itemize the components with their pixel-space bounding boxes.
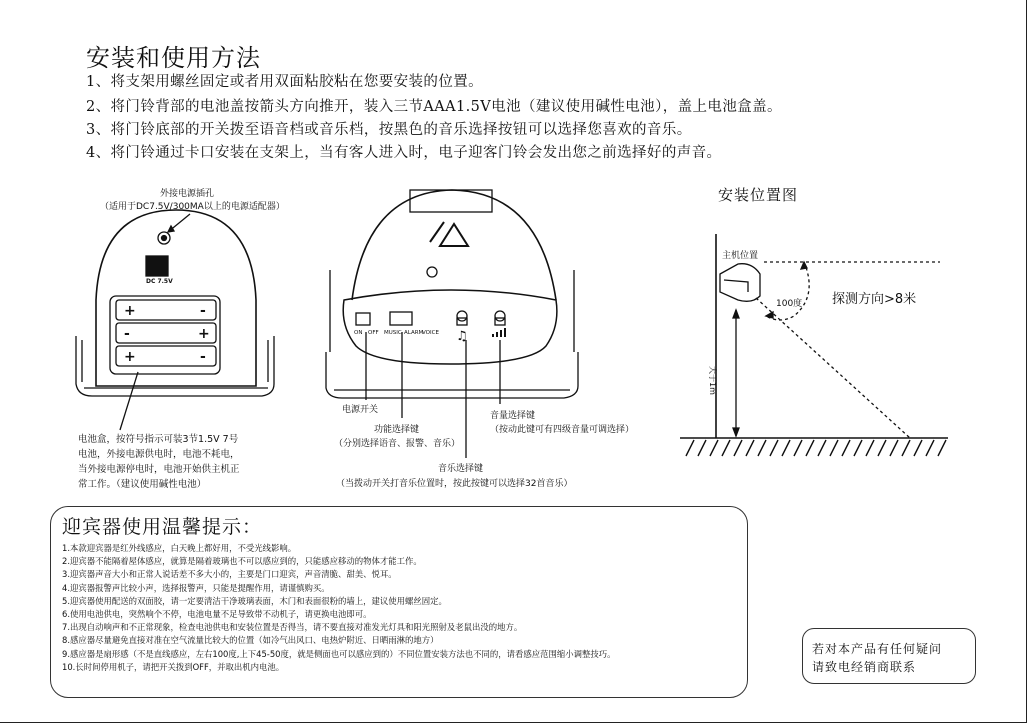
- svg-text:-: -: [200, 303, 206, 319]
- tip-item: 2.迎宾器不能隔着屋体感应，就算是隔着玻璃也不可以感应到的，只能感应移动的物体才能工作。: [62, 556, 422, 567]
- panel-label-on: ON: [354, 330, 363, 336]
- battery-note: [78, 432, 278, 492]
- tip-item: 8.感应器尽量避免直接对准在空气流量比较大的位置（如冷气出风口、电热炉附近、日晒雨淋的地方）: [62, 635, 439, 646]
- detection-direction-label: 探测方向>8米: [832, 292, 917, 307]
- panel-label-music: MUSIC: [384, 330, 402, 336]
- step-3: 3、将门铃底部的开关拨至语音档或音乐档，按黑色的音乐选择按钮可以选择您喜欢的音乐。: [86, 122, 692, 138]
- step-2: 2、将门铃背部的电池盖按箭头方向推开，装入三节AAA1.5V电池（建议使用碱性电池），盖上电池盒盖。: [86, 99, 782, 115]
- music-key-label: 音乐选择键: [438, 464, 484, 474]
- install-position-diagram: [680, 234, 948, 456]
- battery-note-line: 电池，外接电源供电时，电池不耗电，: [78, 449, 240, 460]
- power-switch-label: 电源开关: [342, 405, 379, 415]
- music-note-icon: ♫: [456, 329, 468, 344]
- tip-item: 4.迎宾器报警声比较小声，选择报警声，只能是提醒作用，请谨慎购买。: [62, 582, 330, 593]
- battery-note-line: 电池盒，按符号指示可装3节1.5V 7号: [78, 434, 239, 445]
- page-title: 安装和使用方法: [86, 44, 261, 72]
- panel-label-alarm: ALARM: [404, 330, 424, 336]
- contact-line-2: 请致电经销商联系: [812, 660, 917, 674]
- svg-text:-: -: [200, 349, 206, 365]
- panel-label-voice: VOICE: [422, 330, 439, 336]
- power-jack-note: （适用于DC7.5V/300MA以上的电源适配器）: [100, 202, 285, 212]
- height-label: 大于1m: [708, 366, 717, 395]
- bottom-view-illustration: [326, 190, 578, 458]
- volume-bars-icon: [492, 328, 506, 337]
- tip-item: 1.本款迎宾器是红外线感应，白天晚上都好用，不受光线影响。: [62, 543, 297, 553]
- tip-item: 9.感应器是扇形感（不是直线感应，左右100度,上下45-50度，就是侧面也可以感应到的）不同位置安装方法也不同的，请看感应范围缩小调整技巧。: [62, 648, 616, 659]
- function-key-label: 功能选择键: [374, 425, 420, 435]
- tip-item: 6.使用电池供电，突然响个不停，电池电量不足导致带不动机子，请更换电池即可。: [62, 609, 372, 620]
- battery-note-line: 当外接电源停电时，电池开始供主机正: [78, 464, 240, 475]
- step-4: 4、将门铃通过卡口安装在支架上，当有客人进入时，电子迎客门铃会发出您之前选择好的声音。: [86, 145, 722, 161]
- host-position-label: 主机位置: [722, 251, 759, 261]
- svg-text:+: +: [124, 349, 136, 365]
- battery-note-line: 常工作。（建议使用碱性电池）: [78, 479, 207, 490]
- music-key-note: （当拨动开关打音乐位置时，按此按键可以选择32首音乐）: [336, 479, 573, 489]
- tips-list: [62, 542, 615, 674]
- function-key-note: （分别选择语音、报警、音乐）: [334, 439, 461, 449]
- angle-label: 100度: [776, 299, 803, 309]
- volume-key-label: 音量选择键: [490, 411, 536, 421]
- power-jack-label: 外接电源插孔: [160, 189, 215, 199]
- tip-item: 7.出现自动响声和不正常现象，检查电池供电和安装位置是否得当，请不要直接对准发光灯具和阳光照射及老鼠出没的地方。: [62, 622, 523, 633]
- tip-item: 3.迎宾器声音大小和正常人说话差不多大小的，主要是门口迎宾，声音清脆、甜美、悦耳。: [62, 569, 397, 580]
- panel-label-off: OFF: [368, 330, 379, 336]
- tip-item: 5.迎宾器使用配送的双面胶，请一定要清洁干净玻璃表面，木门和表面很粉的墙上，建议使用螺丝固定。: [62, 595, 447, 606]
- tips-title: 迎宾器使用温馨提示：: [62, 516, 263, 538]
- svg-text:+: +: [124, 303, 136, 319]
- battery-polarity-marks: [124, 303, 210, 365]
- back-view-illustration: [76, 210, 274, 430]
- panel-labels: [354, 330, 439, 336]
- svg-text:+: +: [198, 326, 210, 342]
- svg-text:-: -: [124, 326, 130, 342]
- install-diagram-title: 安装位置图: [718, 186, 799, 204]
- tip-item: 10.长时间停用机子，请把开关拨到OFF，并取出机内电池。: [62, 661, 285, 672]
- step-1: 1、将支架用螺丝固定或者用双面粘胶粘在您要安装的位置。: [86, 74, 484, 90]
- dc-voltage-label: DC 7.5V: [146, 278, 173, 285]
- volume-key-note: （按动此键可有四级音量可调选择）: [490, 425, 635, 435]
- contact-line-1: 若对本产品有任何疑问: [812, 642, 943, 656]
